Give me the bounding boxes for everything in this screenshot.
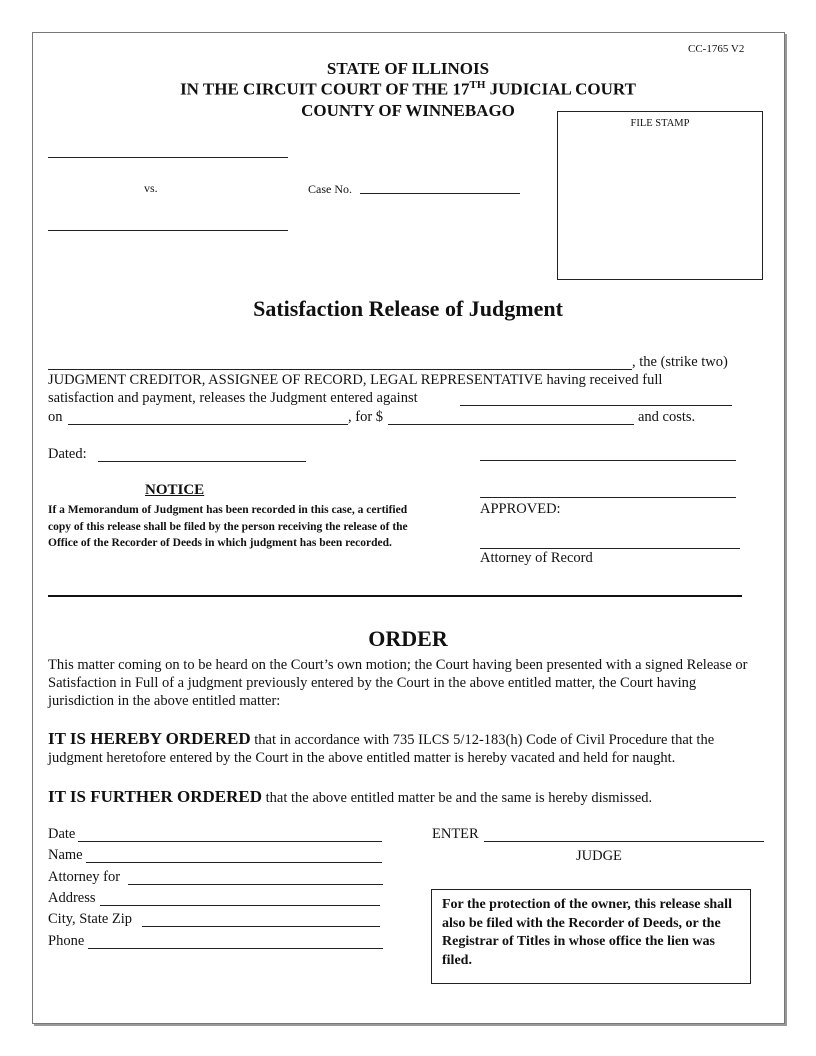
notice-heading: NOTICE [145,482,205,498]
hereby-ordered-lead: IT IS HEREBY ORDERED [48,729,251,748]
defendant-line[interactable] [48,230,288,231]
judge-label: JUDGE [576,848,622,864]
header-court [0,79,816,100]
header-county: COUNTY OF WINNEBAGO [301,101,515,120]
plaintiff-line[interactable] [48,157,288,158]
address-field-line[interactable] [100,905,380,906]
document-title: Satisfaction Release of Judgment [253,296,563,321]
vs-label: vs. [144,181,158,195]
attorney-for-label: Attorney for [48,869,121,885]
section-divider [48,595,742,597]
file-stamp-box [557,111,763,280]
case-no-label: Case No. [308,182,352,196]
notice-text: If a Memorandum of Judgment has been recorded in this case, a certified copy of this release shall be filed by the person receiving the release of the Office of the Recorder of Deeds in which judgment has been recorded. [48,504,408,549]
further-ordered-text: that the above entitled matter be and the same is hereby dismissed. [262,790,653,806]
phone-label: Phone [48,933,85,949]
phone-field-line[interactable] [88,948,383,949]
hereby-ordered-paragraph [48,730,770,767]
case-no-line[interactable] [360,193,520,194]
name-field-line[interactable] [86,862,382,863]
enter-label: ENTER [432,826,479,842]
attorney-of-record-label: Attorney of Record [480,550,593,566]
header-court-post: JUDICIAL COURT [485,79,636,99]
further-ordered-lead: IT IS FURTHER ORDERED [48,787,262,806]
creditor-signature-line[interactable] [480,460,736,461]
hereby-ordered-text: that in accordance with 735 ILCS 5/12-183(h) Code of Civil Procedure that the judgment heretofore entered by the Court in the above entitled matter is hereby vacated and held for naught. [48,732,715,766]
release-text: satisfaction and payment, releases the Judgment entered against [48,390,418,406]
creditor-name-line[interactable] [48,369,632,370]
creditor-signature-line-2[interactable] [480,497,736,498]
protection-notice-box [431,889,751,984]
for-amount-label: , for $ [348,409,384,425]
amount-line[interactable] [388,424,634,425]
and-costs-text: and costs. [638,409,696,425]
date-label: Date [48,826,76,842]
form-code: CC-1765 V2 [688,43,745,55]
debtor-name-line[interactable] [460,405,732,406]
dated-label: Dated: [48,446,87,462]
header-court-pre: IN THE CIRCUIT COURT OF THE 17 [180,79,470,99]
order-heading: ORDER [368,626,448,651]
protection-notice-text: For the protection of the owner, this release shall also be filed with the Recorder of Deeds, or the Registrar of Titles in whose office the lien was filed. [442,897,732,968]
strike-two-text: , the (strike two) [632,354,728,370]
dated-line[interactable] [98,461,306,462]
order-intro: This matter coming on to be heard on the Court’s own motion; the Court having been presented with a signed Release or Satisfaction in Full of a judgment previously entered by the Court in the above entitled matter, the Court having jurisdiction in the above entitled matter: [48,657,748,709]
approved-label: APPROVED: [480,501,561,517]
city-state-zip-field-line[interactable] [142,926,380,927]
on-label: on [48,409,63,425]
judgment-date-line[interactable] [68,424,348,425]
address-label: Address [48,890,96,906]
attorney-for-field-line[interactable] [128,884,383,885]
file-stamp-label: FILE STAMP [630,118,690,129]
creditor-type-text: JUDGMENT CREDITOR, ASSIGNEE OF RECORD, LEGAL REPRESENTATIVE having received full [48,372,663,388]
name-label: Name [48,847,83,863]
header-state: STATE OF ILLINOIS [326,59,490,78]
judge-signature-line[interactable] [484,841,764,842]
further-ordered-paragraph [48,788,770,807]
date-field-line[interactable] [78,841,382,842]
city-state-zip-label: City, State Zip [48,911,133,927]
attorney-signature-line[interactable] [480,548,740,549]
header-court-sup: TH [469,79,486,91]
